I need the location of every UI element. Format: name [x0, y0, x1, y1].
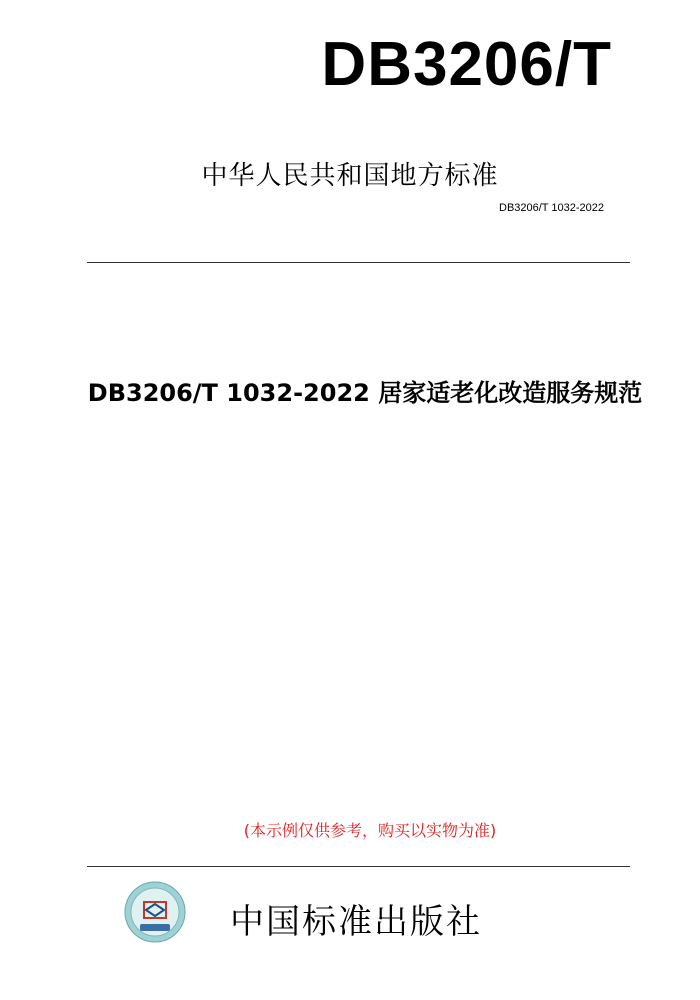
standard-number: DB3206/T 1032-2022 [499, 202, 604, 214]
bottom-divider [87, 866, 630, 867]
top-divider [87, 262, 630, 263]
publisher-name: 中国标准出版社 [230, 902, 482, 942]
sample-disclaimer: (本示例仅供参考，购买以实物为准) [243, 821, 497, 840]
document-title: DB3206/T 1032-2022 居家适老化改造服务规范 [87, 379, 643, 407]
standard-code: DB3206/T [321, 30, 612, 99]
standard-organization: 中华人民共和国地方标准 [201, 161, 499, 191]
publisher-seal-icon [124, 881, 186, 943]
